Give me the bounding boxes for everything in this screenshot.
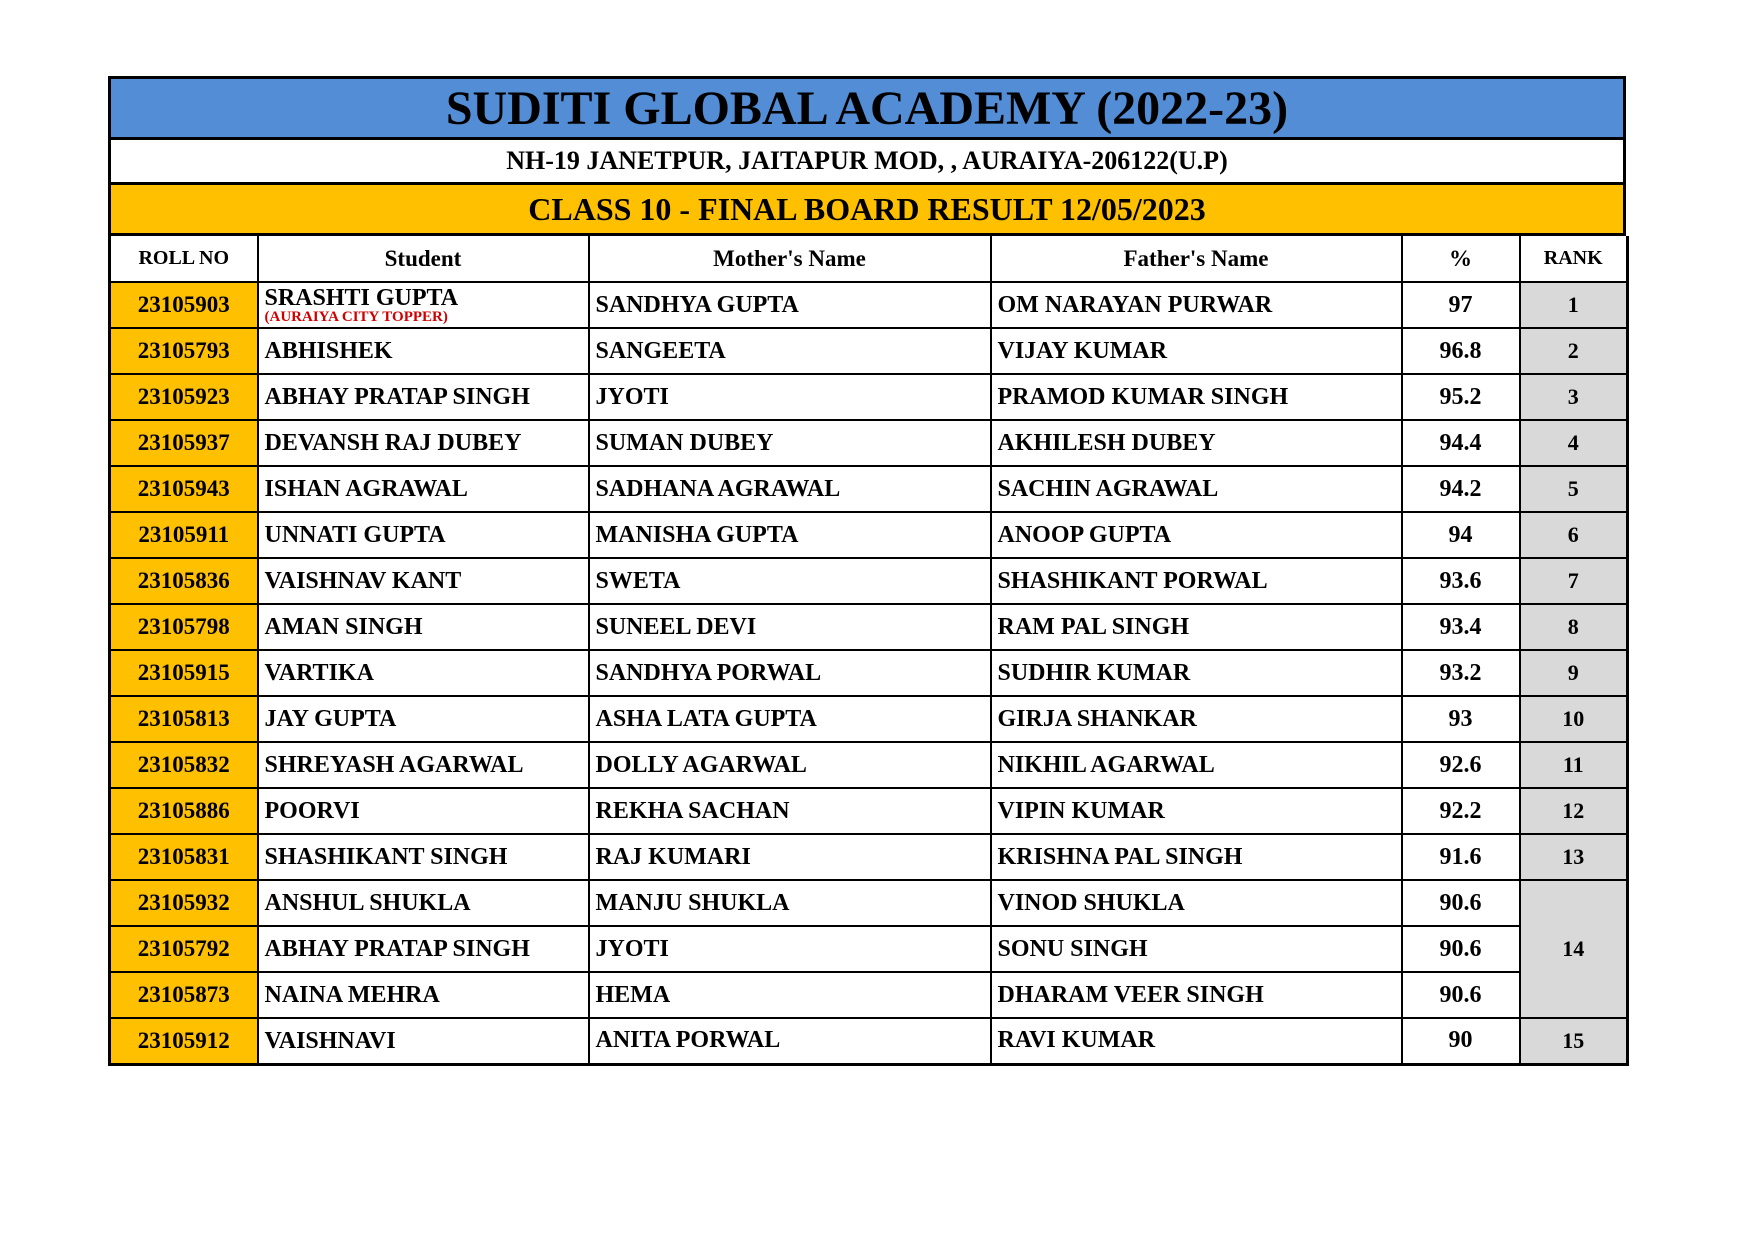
mother-name-cell: RAJ KUMARI	[589, 834, 991, 880]
roll-no-cell: 23105915	[110, 650, 258, 696]
roll-no-cell: 23105798	[110, 604, 258, 650]
student-cell	[258, 558, 589, 604]
student-cell	[258, 834, 589, 880]
student-cell	[258, 788, 589, 834]
father-name-cell: SACHIN AGRAWAL	[991, 466, 1402, 512]
student-name: VAISHNAV KANT	[264, 568, 462, 594]
percentage-cell: 93.2	[1402, 650, 1520, 696]
student-name: ABHAY PRATAP SINGH	[264, 936, 530, 962]
roll-no-cell: 23105932	[110, 880, 258, 926]
table-row	[110, 282, 1628, 328]
mother-name-cell: SUNEEL DEVI	[589, 604, 991, 650]
father-name-cell: AKHILESH DUBEY	[991, 420, 1402, 466]
table-row	[110, 558, 1628, 604]
mother-name-cell: REKHA SACHAN	[589, 788, 991, 834]
percentage-cell: 91.6	[1402, 834, 1520, 880]
student-cell	[258, 650, 589, 696]
roll-no-cell: 23105813	[110, 696, 258, 742]
mother-name-cell: HEMA	[589, 972, 991, 1018]
father-name-cell: RAVI KUMAR	[991, 1018, 1402, 1064]
father-name-cell: KRISHNA PAL SINGH	[991, 834, 1402, 880]
student-name: AMAN SINGH	[264, 614, 423, 640]
student-name: UNNATI GUPTA	[264, 522, 446, 548]
header-rank: RANK	[1520, 236, 1628, 282]
topper-note: (AURAIYA CITY TOPPER)	[264, 309, 448, 325]
father-name-cell: GIRJA SHANKAR	[991, 696, 1402, 742]
percentage-cell: 95.2	[1402, 374, 1520, 420]
rank-cell: 14	[1520, 880, 1628, 1018]
father-name-cell: RAM PAL SINGH	[991, 604, 1402, 650]
student-cell	[258, 926, 589, 972]
percentage-cell: 93.4	[1402, 604, 1520, 650]
father-name-cell: DHARAM VEER SINGH	[991, 972, 1402, 1018]
table-row	[110, 696, 1628, 742]
student-cell	[258, 972, 589, 1018]
father-name-cell: VIJAY KUMAR	[991, 328, 1402, 374]
table-row	[110, 650, 1628, 696]
table-row	[110, 926, 1628, 972]
student-name: SHREYASH AGARWAL	[264, 752, 524, 778]
student-name: VARTIKA	[264, 660, 374, 686]
father-name-cell: VIPIN KUMAR	[991, 788, 1402, 834]
roll-no-cell: 23105793	[110, 328, 258, 374]
mother-name-cell: DOLLY AGARWAL	[589, 742, 991, 788]
rank-cell: 15	[1520, 1018, 1628, 1064]
percentage-cell: 94	[1402, 512, 1520, 558]
roll-no-cell: 23105937	[110, 420, 258, 466]
percentage-cell: 90.6	[1402, 880, 1520, 926]
rank-cell: 2	[1520, 328, 1628, 374]
percentage-cell: 93.6	[1402, 558, 1520, 604]
student-cell	[258, 420, 589, 466]
mother-name-cell: SANDHYA GUPTA	[589, 282, 991, 328]
mother-name-cell: MANISHA GUPTA	[589, 512, 991, 558]
student-cell	[258, 742, 589, 788]
student-name: DEVANSH RAJ DUBEY	[264, 430, 522, 456]
percentage-cell: 90.6	[1402, 972, 1520, 1018]
student-cell	[258, 466, 589, 512]
table-row	[110, 420, 1628, 466]
table-row	[110, 1018, 1628, 1064]
rank-cell: 6	[1520, 512, 1628, 558]
roll-no-cell: 23105831	[110, 834, 258, 880]
rank-cell: 4	[1520, 420, 1628, 466]
table-row	[110, 466, 1628, 512]
rank-cell: 13	[1520, 834, 1628, 880]
percentage-cell: 94.2	[1402, 466, 1520, 512]
father-name-cell: SONU SINGH	[991, 926, 1402, 972]
result-title-banner: CLASS 10 - FINAL BOARD RESULT 12/05/2023	[108, 182, 1626, 236]
mother-name-cell: SANDHYA PORWAL	[589, 650, 991, 696]
table-row	[110, 328, 1628, 374]
father-name-cell: SHASHIKANT PORWAL	[991, 558, 1402, 604]
student-name: POORVI	[264, 798, 360, 824]
percentage-cell: 96.8	[1402, 328, 1520, 374]
student-name: ABHISHEK	[264, 338, 393, 364]
student-name: ANSHUL SHUKLA	[264, 890, 471, 916]
rank-cell: 5	[1520, 466, 1628, 512]
percentage-cell: 92.6	[1402, 742, 1520, 788]
mother-name-cell: ASHA LATA GUPTA	[589, 696, 991, 742]
roll-no-cell: 23105792	[110, 926, 258, 972]
rank-cell: 7	[1520, 558, 1628, 604]
header-student: Student	[258, 236, 589, 282]
header-fathers-name: Father's Name	[991, 236, 1402, 282]
roll-no-cell: 23105832	[110, 742, 258, 788]
table-row	[110, 374, 1628, 420]
percentage-cell: 97	[1402, 282, 1520, 328]
rank-cell: 12	[1520, 788, 1628, 834]
mother-name-cell: JYOTI	[589, 374, 991, 420]
student-name: SRASHTI GUPTA	[264, 285, 459, 311]
table-row	[110, 742, 1628, 788]
roll-no-cell: 23105912	[110, 1018, 258, 1064]
rank-cell: 10	[1520, 696, 1628, 742]
table-row	[110, 880, 1628, 926]
mother-name-cell: SADHANA AGRAWAL	[589, 466, 991, 512]
rank-cell: 11	[1520, 742, 1628, 788]
student-cell	[258, 328, 589, 374]
result-table-body	[110, 282, 1628, 1064]
school-name-banner: SUDITI GLOBAL ACADEMY (2022-23)	[108, 76, 1626, 140]
header-mothers-name: Mother's Name	[589, 236, 991, 282]
roll-no-cell: 23105903	[110, 282, 258, 328]
father-name-cell: VINOD SHUKLA	[991, 880, 1402, 926]
roll-no-cell: 23105836	[110, 558, 258, 604]
table-row	[110, 788, 1628, 834]
school-address: NH-19 JANETPUR, JAITAPUR MOD, , AURAIYA-206122(U.P)	[108, 140, 1626, 182]
student-cell	[258, 604, 589, 650]
student-name: VAISHNAVI	[264, 1027, 396, 1054]
table-row	[110, 972, 1628, 1018]
table-header-row	[110, 236, 1628, 282]
father-name-cell: PRAMOD KUMAR SINGH	[991, 374, 1402, 420]
percentage-cell: 90	[1402, 1018, 1520, 1064]
father-name-cell: SUDHIR KUMAR	[991, 650, 1402, 696]
rank-cell: 8	[1520, 604, 1628, 650]
student-cell	[258, 880, 589, 926]
father-name-cell: ANOOP GUPTA	[991, 512, 1402, 558]
roll-no-cell: 23105911	[110, 512, 258, 558]
student-name: NAINA MEHRA	[264, 982, 440, 1008]
table-row	[110, 834, 1628, 880]
mother-name-cell: SWETA	[589, 558, 991, 604]
percentage-cell: 90.6	[1402, 926, 1520, 972]
header-percentage: %	[1402, 236, 1520, 282]
mother-name-cell: SUMAN DUBEY	[589, 420, 991, 466]
roll-no-cell: 23105923	[110, 374, 258, 420]
mother-name-cell: ANITA PORWAL	[589, 1018, 991, 1064]
mother-name-cell: SANGEETA	[589, 328, 991, 374]
mother-name-cell: JYOTI	[589, 926, 991, 972]
table-row	[110, 604, 1628, 650]
student-name: SHASHIKANT SINGH	[264, 844, 508, 870]
student-cell	[258, 696, 589, 742]
header-roll-no: ROLL NO	[110, 236, 258, 282]
student-name: JAY GUPTA	[264, 706, 397, 732]
percentage-cell: 94.4	[1402, 420, 1520, 466]
father-name-cell: OM NARAYAN PURWAR	[991, 282, 1402, 328]
result-table	[108, 236, 1629, 1066]
roll-no-cell: 23105873	[110, 972, 258, 1018]
student-cell	[258, 282, 589, 328]
rank-cell: 3	[1520, 374, 1628, 420]
student-cell	[258, 512, 589, 558]
percentage-cell: 93	[1402, 696, 1520, 742]
rank-cell: 9	[1520, 650, 1628, 696]
table-row	[110, 512, 1628, 558]
mother-name-cell: MANJU SHUKLA	[589, 880, 991, 926]
student-cell	[258, 374, 589, 420]
student-name: ABHAY PRATAP SINGH	[264, 384, 530, 410]
percentage-cell: 92.2	[1402, 788, 1520, 834]
student-name: ISHAN AGRAWAL	[264, 476, 468, 502]
roll-no-cell: 23105943	[110, 466, 258, 512]
result-sheet	[108, 76, 1626, 1066]
roll-no-cell: 23105886	[110, 788, 258, 834]
student-cell	[258, 1018, 589, 1064]
rank-cell: 1	[1520, 282, 1628, 328]
father-name-cell: NIKHIL AGARWAL	[991, 742, 1402, 788]
